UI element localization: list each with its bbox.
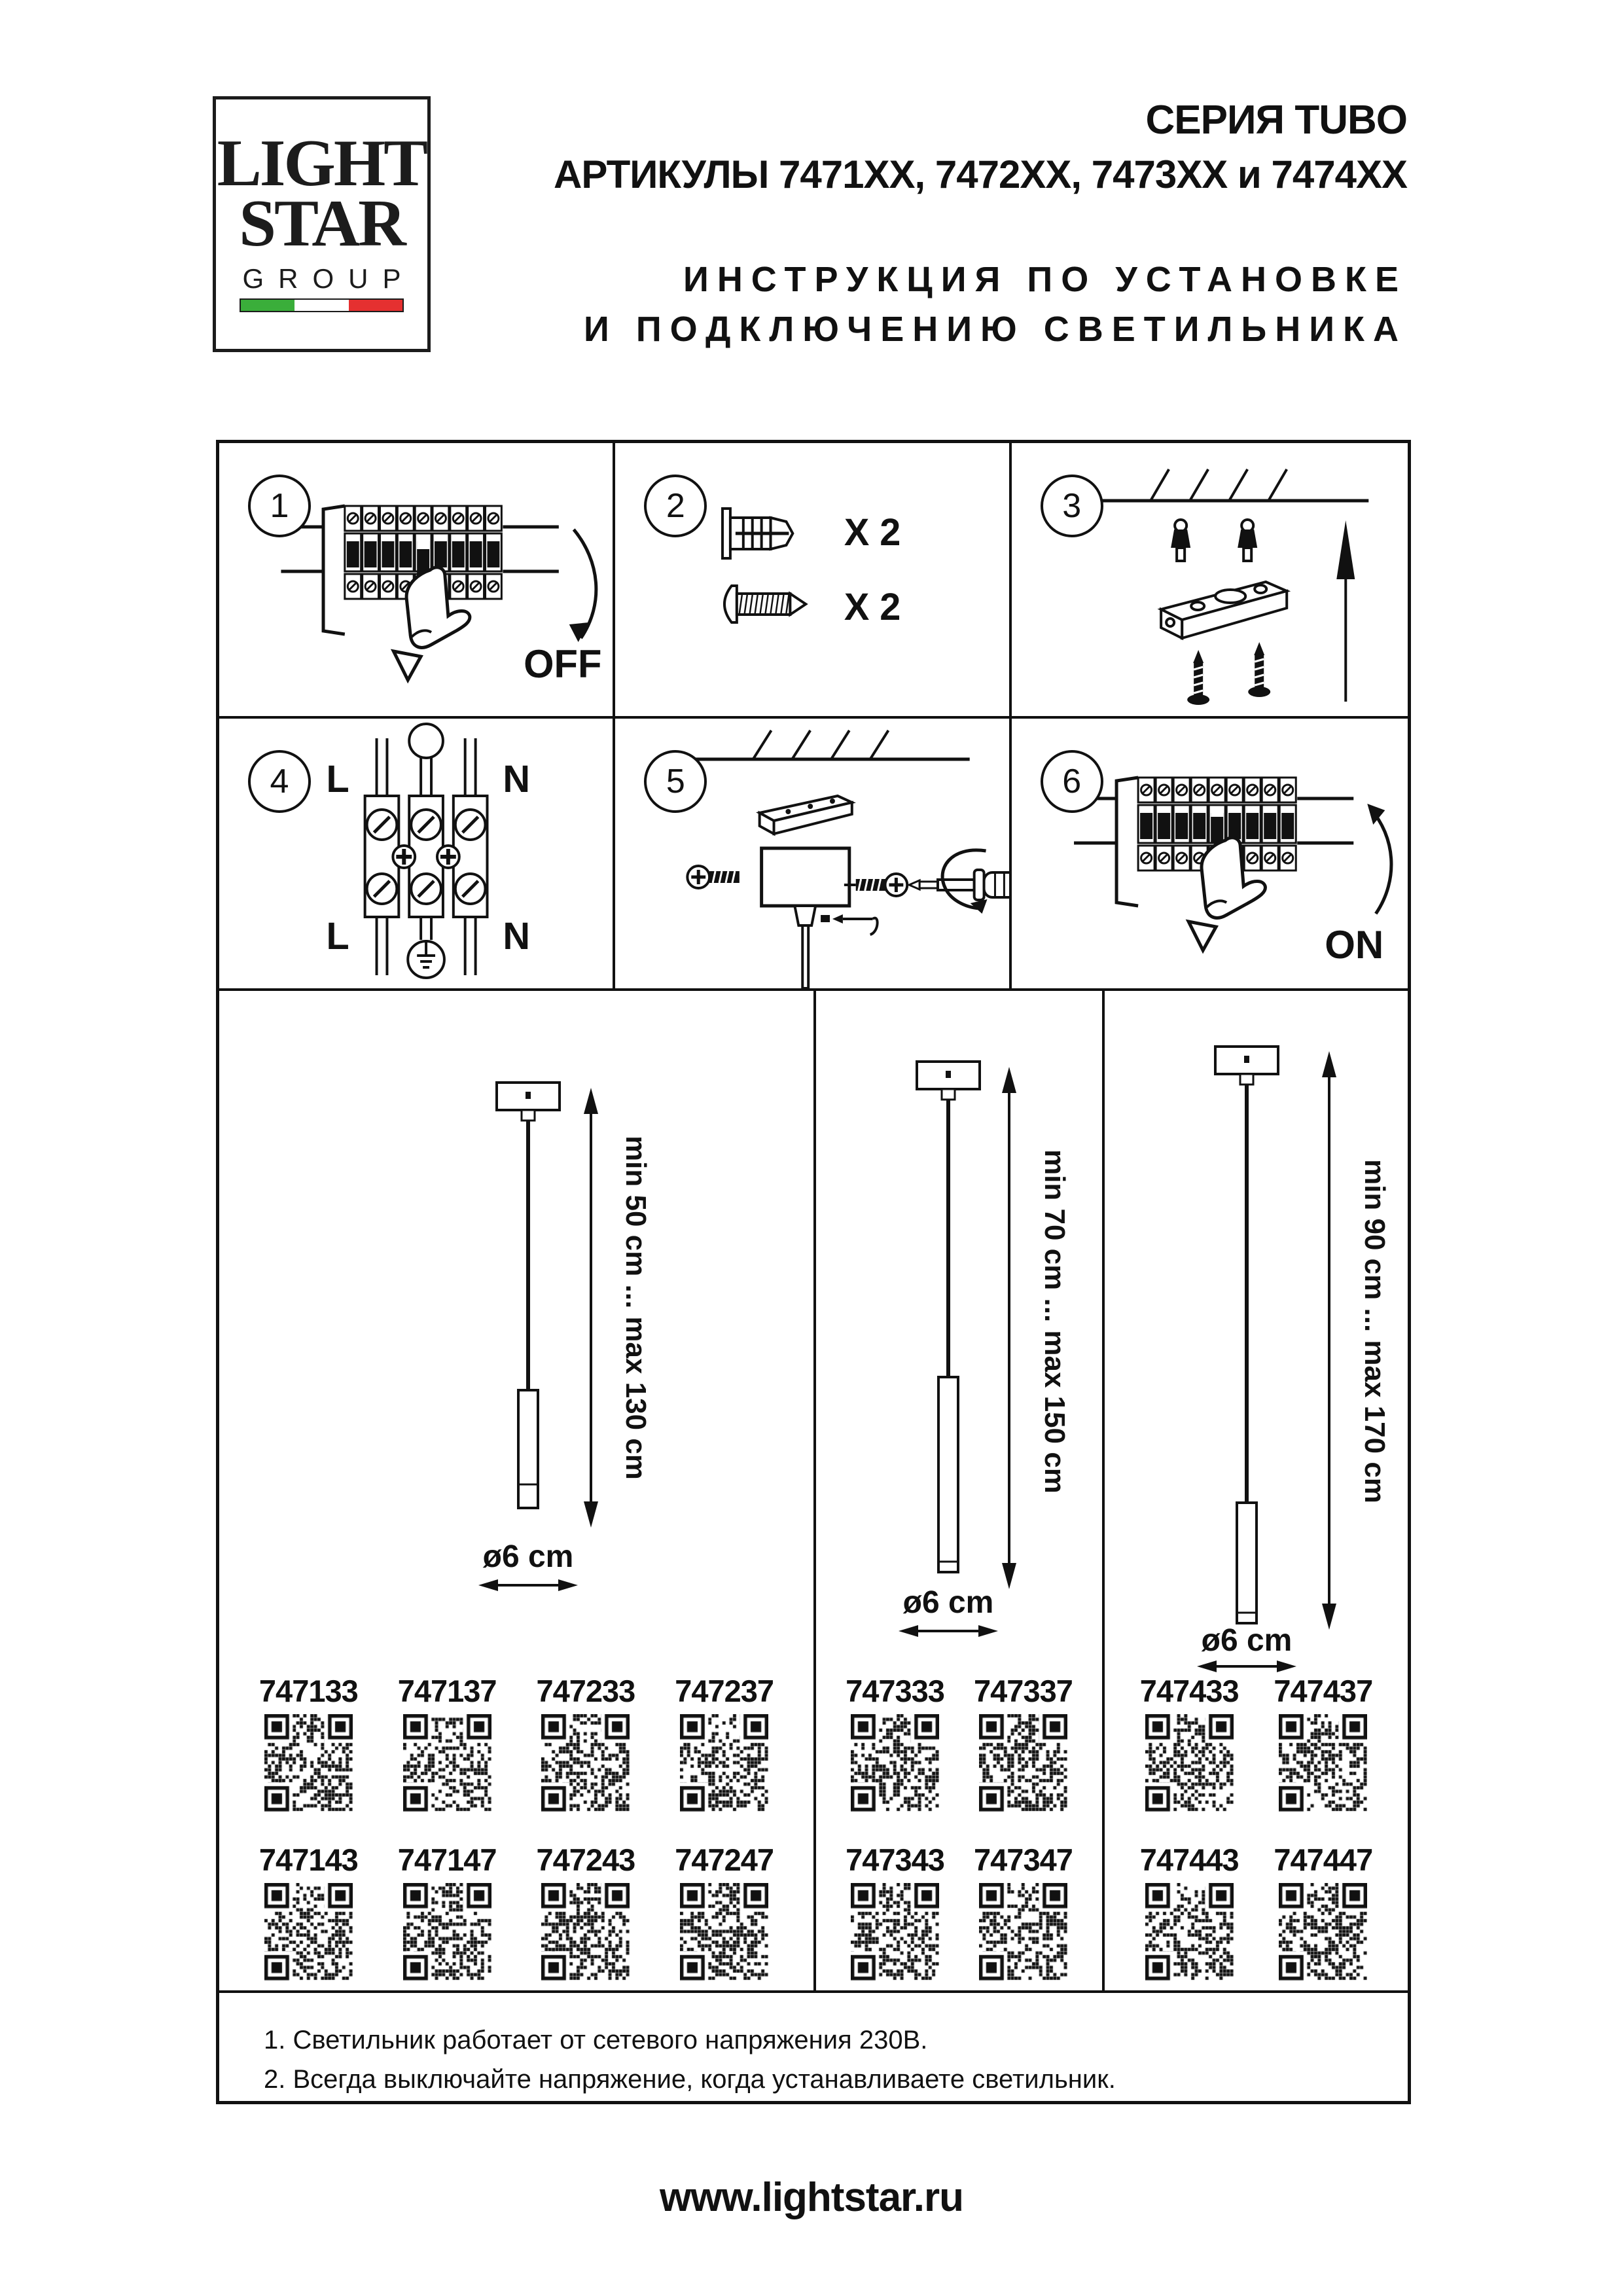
pendant-lamp-icon [1105, 991, 1408, 1673]
label-n-bottom: N [503, 915, 530, 958]
screw-icon [844, 874, 907, 896]
product-item [536, 1842, 635, 1981]
instruction-title-line1: ИНСТРУКЦИЯ ПО УСТАНОВКЕ [683, 260, 1407, 299]
mount-screw-icon [1248, 642, 1270, 697]
logo-word-group: GROUP [242, 262, 416, 294]
qr-code [264, 1883, 353, 1981]
screw-icon [724, 586, 806, 622]
lamp-area [219, 991, 1408, 1990]
main-table [216, 440, 1411, 2104]
articles-line: АРТИКУЛЫ 7471ХХ, 7472ХХ, 7473ХХ и 7474ХХ [554, 152, 1407, 196]
height-range-label: min 70 cm ... max 150 cm [1039, 1149, 1071, 1494]
diameter-arrow-icon [1197, 1660, 1296, 1672]
step-3-number: 3 [1041, 475, 1103, 537]
qr-code [851, 1714, 939, 1812]
step-4-number: 4 [248, 750, 311, 813]
set-screw-arrow-icon [821, 914, 878, 935]
product-row [816, 1842, 1102, 1981]
step-5-cell [615, 719, 1011, 991]
arrow-down-icon [569, 529, 596, 642]
product-item [1140, 1673, 1239, 1812]
logo-word-light: LIGHT [217, 126, 427, 200]
notes-section [219, 1990, 1408, 2101]
qr-code [979, 1883, 1067, 1981]
screwdriver-icon [910, 850, 1009, 914]
qr-code [264, 1714, 353, 1812]
step-1-cell [219, 443, 615, 719]
arrow-up-icon [1336, 520, 1355, 702]
product-code: 747237 [675, 1674, 774, 1708]
mount-screw-icon [1187, 650, 1209, 705]
product-item [846, 1842, 944, 1981]
product-row [219, 1842, 813, 1981]
ceiling-icon [1071, 469, 1368, 501]
dimension-arrow-icon [584, 1088, 598, 1528]
wall-plug-icon [722, 509, 793, 558]
ground-icon [408, 940, 444, 978]
product-code: 747443 [1139, 1842, 1239, 1877]
step-2-number: 2 [644, 475, 707, 537]
qr-code [979, 1714, 1067, 1812]
step-4-cell [219, 719, 615, 991]
series-title: СЕРИЯ TUBO [1145, 98, 1407, 143]
steps-grid [219, 443, 1408, 991]
ceiling-icon [684, 730, 970, 759]
diameter-label: ø6 cm [902, 1585, 994, 1620]
product-code: 747243 [536, 1842, 635, 1877]
on-label: ON [1324, 923, 1383, 967]
product-item [675, 1842, 774, 1981]
label-l-bottom: L [326, 915, 349, 958]
terminal-block-icon [365, 724, 488, 978]
step-1-number: 1 [248, 475, 311, 537]
product-code: 747343 [846, 1842, 944, 1877]
lamp-wire-icon [409, 724, 443, 758]
lamp-column-1 [219, 991, 813, 1990]
bracket-icon [760, 796, 852, 834]
product-code: 747337 [974, 1674, 1073, 1708]
product-item [259, 1842, 358, 1981]
pendant-lamp-icon [816, 991, 1102, 1673]
lamp-column-3 [1102, 991, 1408, 1990]
product-code: 747433 [1139, 1674, 1239, 1708]
product-code: 747233 [536, 1674, 635, 1708]
step-2-cell [615, 443, 1011, 719]
website-url: www.lightstar.ru [660, 2175, 963, 2220]
logo-word-star: STAR [239, 186, 404, 260]
anchor-icon [1171, 520, 1190, 561]
product-item [259, 1673, 358, 1812]
screw-icon [688, 866, 740, 888]
qr-code [1145, 1714, 1234, 1812]
product-code: 747333 [846, 1674, 944, 1708]
note-line-2: 2. Всегда выключайте напряжение, когда устанавливаете светильник. [264, 2065, 1116, 2094]
product-code: 747147 [397, 1842, 497, 1877]
step-5-number: 5 [644, 750, 707, 813]
product-row [816, 1673, 1102, 1812]
qr-code [851, 1883, 939, 1981]
dimension-arrow-icon [1002, 1067, 1016, 1589]
product-item [1140, 1842, 1239, 1981]
diameter-arrow-icon [899, 1625, 998, 1637]
product-code: 747347 [974, 1842, 1073, 1877]
step-6-number: 6 [1041, 750, 1103, 813]
step-3-cell [1012, 443, 1408, 719]
screw-qty-label: X 2 [844, 586, 901, 629]
product-row [1105, 1673, 1408, 1812]
dimension-arrow-icon [1322, 1051, 1336, 1630]
qr-code [680, 1714, 768, 1812]
off-label: OFF [524, 641, 602, 687]
diameter-arrow-icon [478, 1579, 578, 1591]
qr-code [541, 1714, 630, 1812]
qr-code [1279, 1714, 1367, 1812]
qr-code [403, 1714, 491, 1812]
anchor-icon [1238, 520, 1257, 561]
diameter-label: ø6 cm [482, 1539, 574, 1574]
product-item [675, 1673, 774, 1812]
qr-code [541, 1883, 630, 1981]
product-row [1105, 1842, 1408, 1981]
lamp-column-2 [813, 991, 1102, 1990]
product-code: 747143 [259, 1842, 358, 1877]
product-item [1274, 1673, 1372, 1812]
diameter-label: ø6 cm [1201, 1623, 1293, 1658]
italian-flag-icon [240, 298, 404, 312]
label-l-top: L [326, 758, 349, 801]
label-n-top: N [503, 758, 530, 801]
product-code: 747447 [1274, 1842, 1373, 1877]
product-item [974, 1842, 1073, 1981]
product-row [219, 1673, 813, 1812]
product-code: 747437 [1274, 1674, 1373, 1708]
product-item [536, 1673, 635, 1812]
lightstar-logo [213, 96, 431, 352]
arrow-up-icon [1367, 804, 1391, 914]
product-code: 747133 [259, 1674, 358, 1708]
product-code: 747137 [397, 1674, 497, 1708]
step-6-cell [1012, 719, 1408, 991]
product-item [846, 1673, 944, 1812]
note-line-1: 1. Светильник работает от сетевого напряжения 230В. [264, 2026, 928, 2054]
height-range-label: min 50 cm ... max 130 cm [620, 1136, 652, 1480]
product-item [398, 1673, 497, 1812]
instruction-title-line2: И ПОДКЛЮЧЕНИЮ СВЕТИЛЬНИКА [584, 309, 1407, 349]
qr-code [1279, 1883, 1367, 1981]
plug-qty-label: X 2 [844, 511, 901, 554]
product-code: 747247 [675, 1842, 774, 1877]
pendant-lamp-icon [219, 991, 813, 1673]
qr-code [1145, 1883, 1234, 1981]
bracket-icon [1161, 582, 1287, 638]
product-item [398, 1842, 497, 1981]
qr-code [403, 1883, 491, 1981]
instruction-title [584, 255, 1407, 354]
product-item [974, 1673, 1073, 1812]
qr-code [680, 1883, 768, 1981]
height-range-label: min 90 cm ... max 170 cm [1359, 1159, 1391, 1503]
product-item [1274, 1842, 1372, 1981]
